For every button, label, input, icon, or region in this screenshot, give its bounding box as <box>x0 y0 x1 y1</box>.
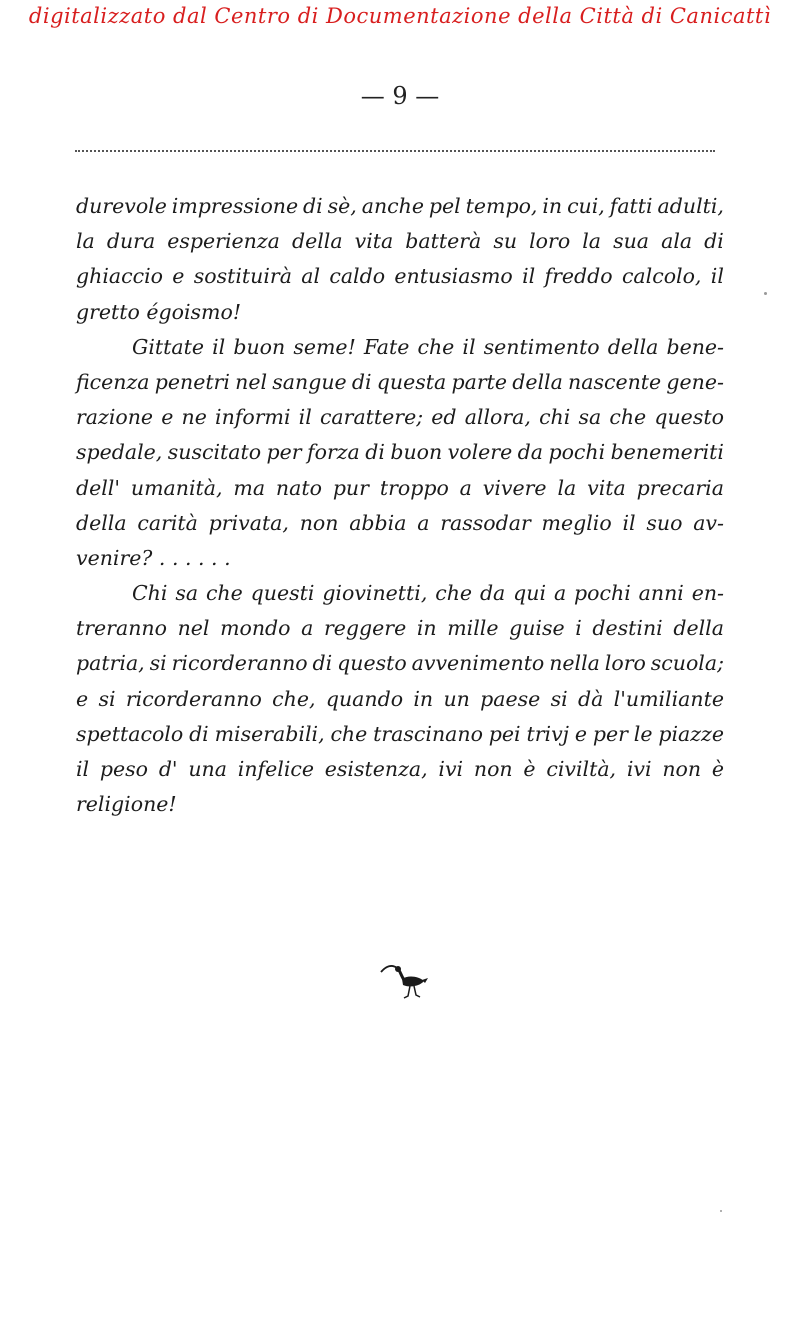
text-line: ghiaccio e sostituirà al caldo entusiasmo il freddo calcolo, il <box>76 264 724 289</box>
text-line: il peso d' una infelice esistenza, ivi non è civiltà, ivi non è <box>76 757 724 781</box>
text-line: ficenza penetri nel sangue di questa parte della nascente gene- <box>76 369 724 394</box>
paper-speck <box>720 1210 722 1212</box>
text-line: religione! <box>76 792 177 817</box>
text-line: patria, si ricorderanno di questo avvenimento nella loro scuola; <box>76 651 724 676</box>
digitization-watermark: digitalizzato dal Centro di Documentazione della Città di Canicattì <box>28 4 772 28</box>
text-line: spettacolo di miserabili, che trascinano pei trivj e per le piazze <box>76 721 724 746</box>
ibis-bird-icon <box>378 960 430 1002</box>
page-number: — 9 — <box>360 82 440 110</box>
text-line: gretto égoismo! <box>76 299 242 324</box>
text-line: treranno nel mondo a reggere in mille guise i destini della <box>76 616 724 641</box>
text-line: Chi sa che questi giovinetti, che da qui a pochi anni en- <box>132 581 724 606</box>
text-line: durevole impressione di sè, anche pel tempo, in cui, fatti adulti, <box>76 194 724 218</box>
header-dotted-rule <box>75 150 715 152</box>
text-line: della carità privata, non abbia a rassodar meglio il suo av- <box>76 510 724 535</box>
body-text <box>76 189 724 822</box>
text-line: venire? . . . . . . <box>76 545 231 570</box>
text-line: la dura esperienza della vita batterà su loro la sua ala di <box>76 229 724 254</box>
text-line: e si ricorderanno che, quando in un paese si dà l'umiliante <box>76 686 724 711</box>
text-line: dell' umanità, ma nato pur troppo a vivere la vita precaria <box>76 475 724 500</box>
text-line: spedale, suscitato per forza di buon volere da pochi benemeriti <box>76 440 724 465</box>
text-line: Gittate il buon seme! Fate che il sentimento della bene- <box>132 334 724 359</box>
paper-speck <box>764 292 767 295</box>
text-line: razione e ne informi il carattere; ed allora, chi sa che questo <box>76 405 724 430</box>
